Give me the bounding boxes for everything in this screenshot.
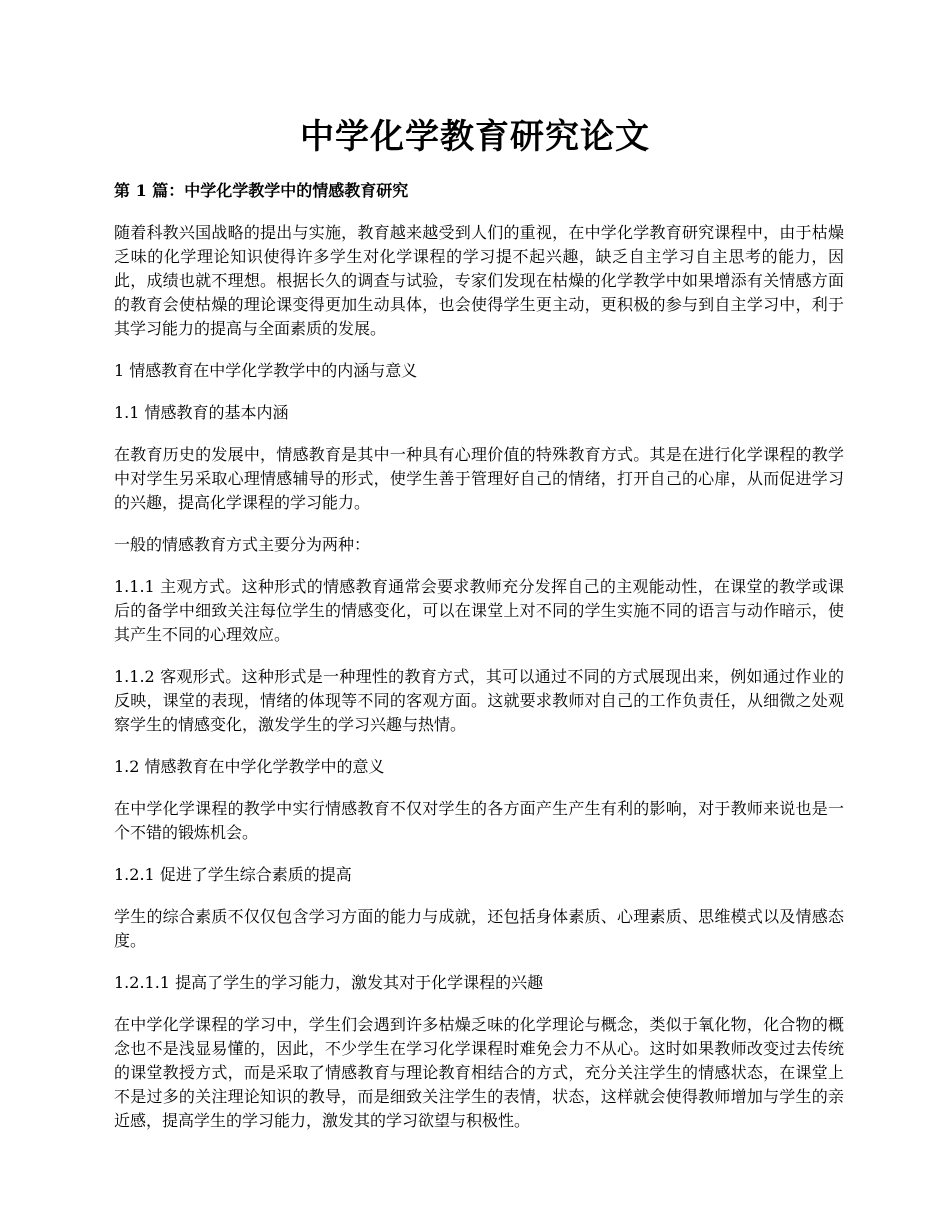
subheading-1-2: 1.2 情感教育在中学化学教学中的意义: [114, 757, 385, 776]
subheading-1: 1 情感教育在中学化学教学中的内涵与意义: [114, 361, 418, 380]
paragraph-1-2: 在中学化学课程的教学中实行情感教育不仅对学生的各方面产生产生有利的影响，对于教师来说也是一个不错的锻炼机会。: [114, 799, 844, 842]
paragraph-1-1: 在教育历史的发展中，情感教育是其中一种具有心理价值的特殊教育方式。其是在进行化学课程的教学中对学生另采取心理情感辅导的形式，使学生善于管理好自己的情绪，打开自己的心扉，从而促进学习的兴趣，提高化学课程的学习能力。: [114, 445, 844, 512]
subheading-1-1: 1.1 情感教育的基本内涵: [114, 403, 289, 422]
paragraph-methods-intro: 一般的情感教育方式主要分为两种：: [114, 535, 371, 554]
paragraph-1-1-2: 1.1.2 客观形式。这种形式是一种理性的教育方式，其可以通过不同的方式展现出来，例如通过作业的反映，课堂的表现，情绪的体现等不同的客观方面。这就要求教师对自己的工作负责任，从细微之处观察学生的情感变化，激发学生的学习兴趣与热情。: [114, 667, 844, 734]
paragraph-1-2-1: 学生的综合素质不仅仅包含学习方面的能力与成就，还包括身体素质、心理素质、思维模式以及情感态度。: [114, 907, 844, 950]
subheading-1-2-1: 1.2.1 促进了学生综合素质的提高: [114, 865, 352, 884]
paragraph-1-1-1: 1.1.1 主观方式。这种形式的情感教育通常会要求教师充分发挥自己的主观能动性，在课堂的教学或课后的备学中细致关注每位学生的情感变化，可以在课堂上对不同的学生实施不同的语言与动作暗示，使其产生不同的心理效应。: [114, 577, 844, 644]
page-title: 中学化学教育研究论文: [300, 117, 650, 157]
document-body: [114, 179, 844, 1151]
subheading-1-2-1-1: 1.2.1.1 提高了学生的学习能力，激发其对于化学课程的兴趣: [114, 973, 544, 992]
paragraph-1-2-1-1: 在中学化学课程的学习中，学生们会遇到许多枯燥乏味的化学理论与概念，类似于氧化物，化合物的概念也不是浅显易懂的，因此，不少学生在学习化学课程时难免会力不从心。这时如果教师改变过去传统的课堂教授方式，而是采取了情感教育与理论教育相结合的方式，充分关注学生的情感状态，在课堂上不是过多的关注理论知识的教导，而是细致关注学生的表情，状态，这样就会使得教师增加与学生的亲近感，提高学生的学习能力，激发其的学习欲望与积极性。: [114, 1015, 844, 1130]
section-heading: 第 1 篇：中学化学教学中的情感教育研究: [114, 181, 409, 200]
intro-paragraph: 随着科教兴国战略的提出与实施，教育越来越受到人们的重视，在中学化学教育研究课程中，由于枯燥乏味的化学理论知识使得许多学生对化学课程的学习提不起兴趣，缺乏自主学习自主思考的能力，因此，成绩也就不理想。根据长久的调查与试验，专家们发现在枯燥的化学教学中如果增添有关情感方面的教育会使枯燥的理论课变得更加生动具体，也会使得学生更主动，更积极的参与到自主学习中，利于其学习能力的提高与全面素质的发展。: [114, 223, 844, 338]
